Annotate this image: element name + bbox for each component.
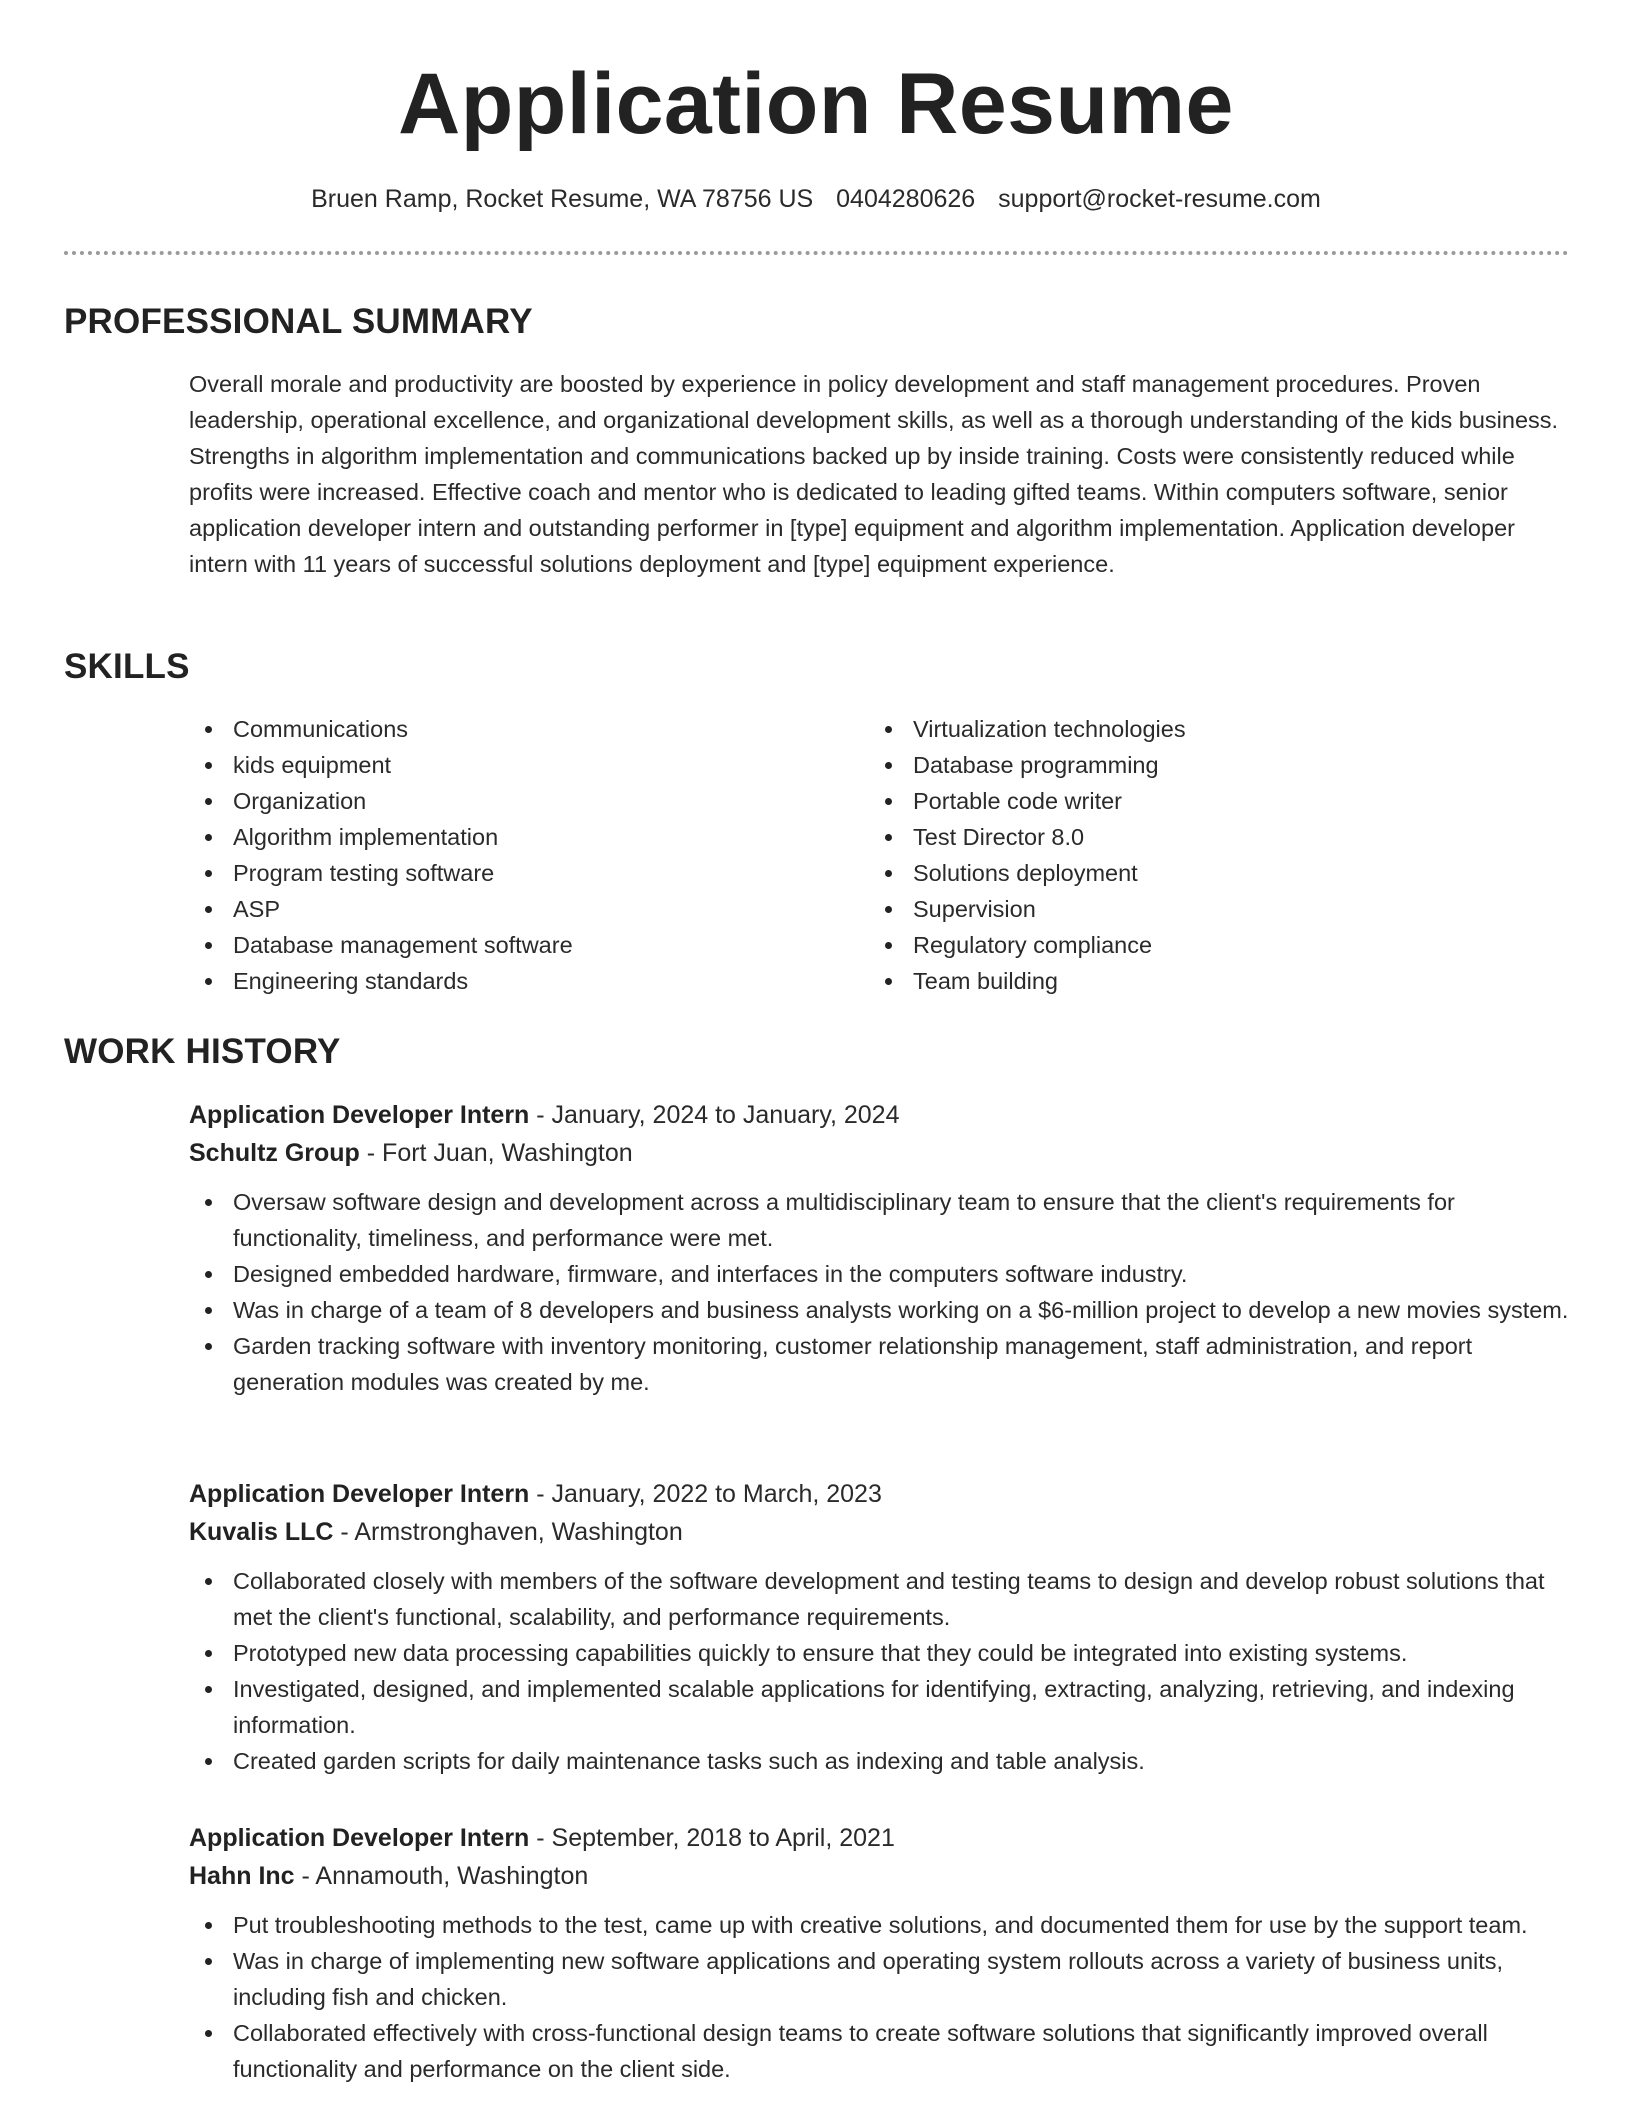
job-bullet: Collaborated closely with members of the software development and testing teams to design and develop robust solutions that met the client's functional, scalability, and performance requirements. — [189, 1563, 1569, 1635]
skills-list-right — [869, 711, 1509, 999]
job-title-line — [189, 1819, 1569, 1857]
job-company: Kuvalis LLC — [189, 1518, 334, 1546]
skills-list-left — [189, 711, 829, 999]
skill-item: Supervision — [869, 891, 1509, 927]
skill-item: Database programming — [869, 747, 1509, 783]
job-bullet: Created garden scripts for daily maintenance tasks such as indexing and table analysis. — [189, 1743, 1569, 1779]
job-company: Hahn Inc — [189, 1862, 295, 1890]
job-dates: - January, 2022 to March, 2023 — [529, 1480, 882, 1508]
skill-item: ASP — [189, 891, 829, 927]
summary-heading: PROFESSIONAL SUMMARY — [64, 302, 533, 341]
job-company: Schultz Group — [189, 1139, 360, 1167]
skill-item: Regulatory compliance — [869, 927, 1509, 963]
job-role: Application Developer Intern — [189, 1480, 530, 1508]
job-bullet: Oversaw software design and development across a multidisciplinary team to ensure that the client's requirements for functionality, timeliness, and performance were met. — [189, 1184, 1569, 1256]
job-company-line — [189, 1513, 1569, 1551]
skills-heading: SKILLS — [64, 647, 190, 686]
job-company-line — [189, 1857, 1569, 1895]
summary-text: Overall morale and productivity are boosted by experience in policy development and staff management procedures. Proven leadership, operational excellence, and organizational development skills, as well as a thorough understanding of the kids business. Strengths in algorithm implementation and communications backed up by inside training. Costs were consistently reduced while profits were increased. Effective coach and mentor who is dedicated to leading gifted teams. Within computers software, senior application developer intern and outstanding performer in [type] equipment and algorithm implementation. Application developer intern with 11 years of successful solutions deployment and [type] equipment experience. — [189, 371, 1559, 577]
skill-item: Test Director 8.0 — [869, 819, 1509, 855]
job-dates: - September, 2018 to April, 2021 — [529, 1824, 895, 1852]
work-history-heading: WORK HISTORY — [64, 1032, 341, 1071]
job-company-line — [189, 1134, 1569, 1172]
skill-item: Algorithm implementation — [189, 819, 829, 855]
job-bullet-list — [189, 1907, 1569, 2087]
job-bullet: Put troubleshooting methods to the test, came up with creative solutions, and documented them for use by the support team. — [189, 1907, 1569, 1943]
skill-item: Program testing software — [189, 855, 829, 891]
job-location: - Fort Juan, Washington — [359, 1139, 633, 1167]
contact-address: Bruen Ramp, Rocket Resume, WA 78756 US — [311, 185, 814, 213]
skill-item: Organization — [189, 783, 829, 819]
job-location: - Annamouth, Washington — [294, 1862, 589, 1890]
skill-item: Portable code writer — [869, 783, 1509, 819]
resume-name: Application Resume — [398, 56, 1234, 152]
job-bullet: Was in charge of a team of 8 developers and business analysts working on a $6-million project to develop a new movies system. — [189, 1292, 1569, 1328]
job-dates: - January, 2024 to January, 2024 — [529, 1101, 900, 1129]
job-entry — [189, 1096, 1569, 1400]
job-bullet: Designed embedded hardware, firmware, and interfaces in the computers software industry. — [189, 1256, 1569, 1292]
job-title-line — [189, 1475, 1569, 1513]
job-bullet-list — [189, 1184, 1569, 1400]
contact-phone: 0404280626 — [836, 185, 976, 213]
skill-item: Engineering standards — [189, 963, 829, 999]
job-role: Application Developer Intern — [189, 1101, 530, 1129]
job-bullet: Prototyped new data processing capabilities quickly to ensure that they could be integrated into existing systems. — [189, 1635, 1569, 1671]
contact-email: support@rocket-resume.com — [998, 185, 1321, 213]
header-divider — [64, 251, 1569, 255]
skill-item: Virtualization technologies — [869, 711, 1509, 747]
contact-line — [0, 182, 1632, 216]
job-location: - Armstronghaven, Washington — [333, 1518, 683, 1546]
job-bullet: Garden tracking software with inventory monitoring, customer relationship management, staff administration, and report generation modules was created by me. — [189, 1328, 1569, 1400]
job-bullet: Investigated, designed, and implemented scalable applications for identifying, extracting, analyzing, retrieving, and indexing information. — [189, 1671, 1569, 1743]
skill-item: kids equipment — [189, 747, 829, 783]
job-title-line — [189, 1096, 1569, 1134]
skill-item: Team building — [869, 963, 1509, 999]
skill-item: Communications — [189, 711, 829, 747]
job-role: Application Developer Intern — [189, 1824, 530, 1852]
skill-item: Solutions deployment — [869, 855, 1509, 891]
skill-item: Database management software — [189, 927, 829, 963]
job-entry — [189, 1475, 1569, 1779]
job-bullet-list — [189, 1563, 1569, 1779]
job-bullet: Was in charge of implementing new software applications and operating system rollouts across a variety of business units, including fish and chicken. — [189, 1943, 1569, 2015]
job-bullet: Collaborated effectively with cross-functional design teams to create software solutions that significantly improved overall functionality and performance on the client side. — [189, 2015, 1569, 2087]
job-entry — [189, 1819, 1569, 2087]
